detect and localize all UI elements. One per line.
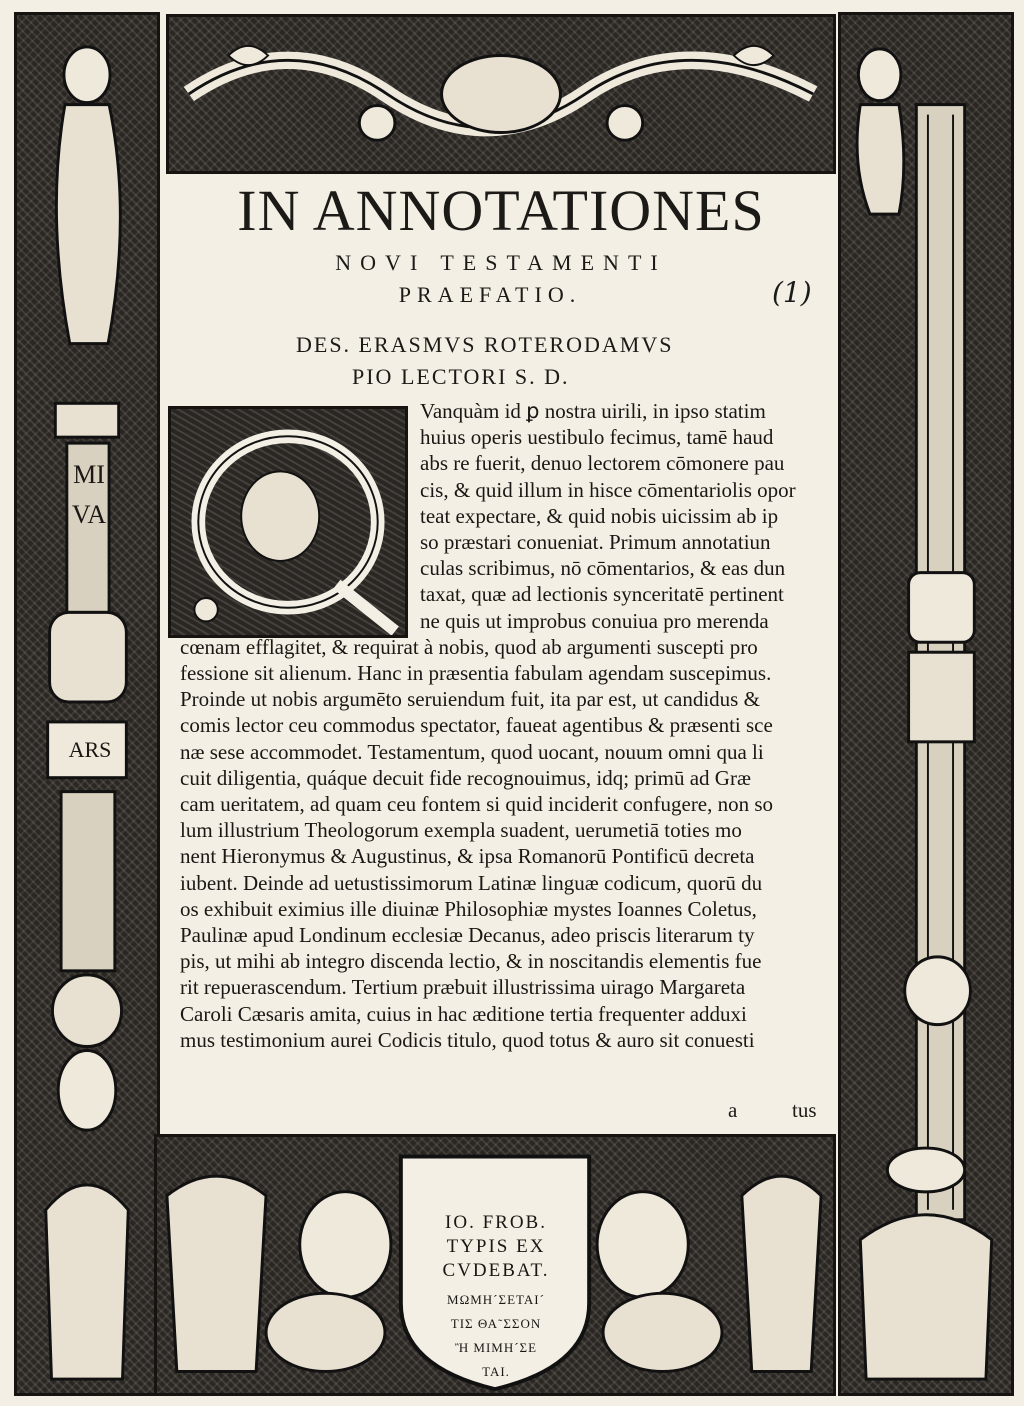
text-line: huius operis uestibulo fecimus, tamē haud: [420, 425, 774, 450]
printer-line3: CVDEBAT.: [442, 1260, 550, 1281]
text-line: Caroli Cæsaris amita, cuius in hac æditione tertia frequenter adduxi: [180, 1001, 747, 1026]
text-line: nent Hieronymus & Augustinus, & ipsa Romanorū Pontificū decreta: [180, 844, 755, 869]
catchword: tus: [792, 1098, 817, 1122]
left-border-ornament: [17, 15, 157, 1393]
subtitle-line1: NOVI TESTAMENTI: [335, 250, 667, 275]
text-line: teat expectare, & quid nobis uicissim ab ip: [420, 503, 779, 528]
text-line: rit repuerascendum. Tertium præbuit illustrissima uirago Margareta: [180, 975, 746, 1000]
text-line: os exhibuit eximius ille diuinæ Philosophiæ mystes Ioannes Coletus,: [180, 896, 757, 921]
text-line: næ sese accommodet. Testamentum, quod uocant, nouum omni qua li: [180, 739, 764, 764]
page-title: IN ANNOTATIONES: [237, 178, 765, 243]
printer-line2: TYPIS EX: [446, 1236, 546, 1257]
greek-motto-line1: ΜΩΜΗ´ΣΕΤΑΙ´: [447, 1292, 545, 1307]
handwritten-margin-note: (1): [772, 276, 812, 309]
text-line: pis, ut mihi ab integro discenda lectio, & in noscitandis elementis fue: [180, 949, 762, 974]
left-woodcut-border: [14, 12, 160, 1396]
text-line: iubent. Deinde ad uetustissimorum Latinæ linguæ codicum, quorū du: [180, 870, 763, 895]
greek-motto-line4: ΤΑΙ.: [482, 1364, 510, 1379]
text-line: Proinde ut nobis argumēto seruiendum fuit, ita par est, ut candidus &: [180, 687, 760, 712]
text-line: Vanquàm id ꝑ nostra uirili, in ipso statim: [420, 399, 766, 423]
decorated-initial: [168, 406, 408, 638]
author-line2: PIO LECTORI S. D.: [352, 364, 570, 389]
subtitle-line2: PRAEFATIO.: [398, 282, 582, 307]
text-line: taxat, quæ ad lectionis synceritatē pertinent: [420, 582, 784, 607]
text-line: cis, & quid illum in hisce cōmentariolis opor: [420, 477, 796, 502]
top-woodcut-border: [166, 14, 836, 174]
signature-mark: a: [728, 1098, 738, 1122]
text-line: so præstari conueniat. Primum annotatiun: [420, 530, 771, 554]
text-line: fessione sit alienum. Hanc in præsentia fabulam agendam suscepimus.: [180, 661, 772, 685]
right-woodcut-border: [838, 12, 1014, 1396]
text-line: mus testimonium aurei Codicis titulo, quod totus & auro sit conuesti: [180, 1027, 755, 1052]
text-line: cuit diligentia, quáque decuit fide recognouimus, idq; primū ad Græ: [180, 765, 751, 790]
text-line: culas scribimus, nō cōmentarios, & eas dun: [420, 556, 786, 581]
author-line1: DES. ERASMVS ROTERODAMVS: [296, 332, 674, 357]
greek-motto-line2: ΤΙΣ ΘΑ˜ΣΣΟΝ: [450, 1316, 542, 1331]
initial-woodcut-scene: [171, 409, 405, 635]
greek-motto-line3: Ἢ ΜΙΜΗ´ΣΕ: [454, 1340, 538, 1355]
text-line: cam ueritatem, ad quam ceu fontem si quid inciderit confugere, non so: [180, 792, 774, 816]
text-line: lum illustrium Theologorum exempla suadent, uerumetiā toties mo: [180, 818, 742, 843]
left-column-inscription-upper: MIVA: [71, 460, 107, 529]
text-line: comis lector ceu commodus spectator, faueat agentibus & præsenti sce: [180, 713, 773, 738]
text-line: abs re fuerit, denuo lectorem cōmonere pau: [420, 451, 785, 476]
top-border-ornament: [169, 17, 833, 171]
text-line: ne quis ut improbus conuiua pro merenda: [420, 608, 769, 633]
printer-line1: IO. FROB.: [445, 1212, 547, 1233]
left-column-inscription-lower: ARS: [68, 737, 112, 762]
text-line: Paulinæ apud Londinum ecclesiæ Decanus, adeo priscis literarum ty: [180, 923, 755, 947]
right-border-ornament: [841, 15, 1011, 1393]
text-line: cœnam efflagitet, & requirat à nobis, quod ab argumenti suscepti pro: [180, 634, 758, 659]
